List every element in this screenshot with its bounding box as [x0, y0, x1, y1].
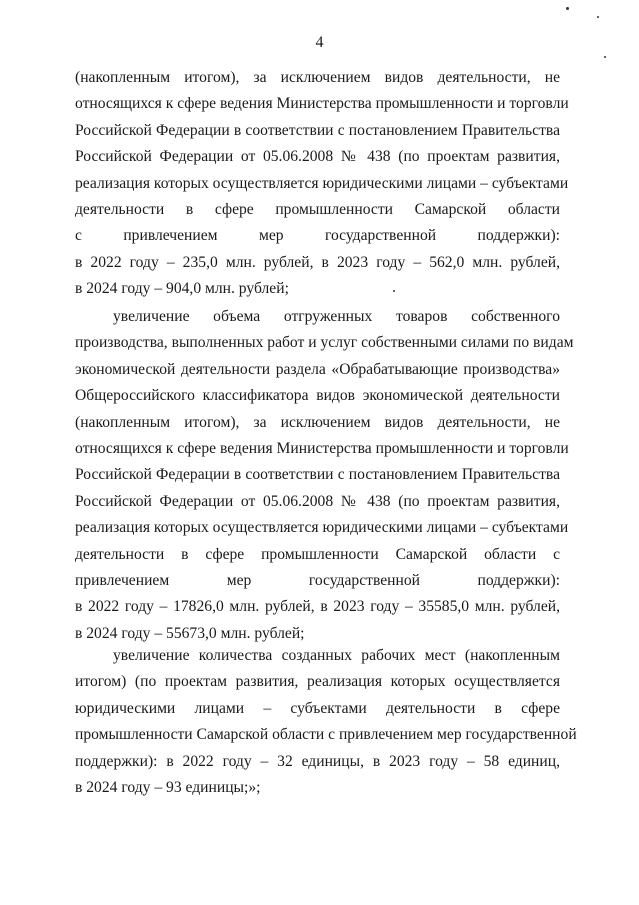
text-line: реализация которых осуществляется юридическими лицами – субъектами	[75, 519, 569, 537]
text-line: Общероссийского классификатора видов экономической деятельности	[75, 387, 560, 405]
text-line: в 2022 году – 235,0 млн. рублей, в 2023 году – 562,0 млн. рублей,	[75, 253, 560, 271]
scan-speck	[566, 7, 569, 10]
text-line: промышленности Самарской области с привлечением мер государственной	[75, 726, 577, 744]
text-line: производства, выполненных работ и услуг собственными силами по видам	[75, 334, 574, 352]
text-line: поддержки): в 2022 году – 32 единицы, в 2023 году – 58 единиц,	[75, 752, 560, 770]
text-line: (накопленным итогом), за исключением видов деятельности, не	[75, 69, 560, 86]
text-line: относящихся к сфере ведения Министерства промышленности и торговли	[75, 95, 569, 113]
text-line: в 2024 году – 93 единицы;»;	[75, 778, 261, 796]
text-line: Российской Федерации от 05.06.2008 № 438 (по проектам развития,	[75, 492, 560, 510]
text-line: деятельности в сфере промышленности Самарской области с	[75, 545, 560, 563]
scan-speck	[393, 290, 395, 292]
text-line: в 2022 году – 17826,0 млн. рублей, в 2023 году – 35585,0 млн. рублей,	[75, 598, 560, 616]
page-number: 4	[315, 34, 324, 51]
text-line: Российской Федерации в соответствии с постановлением Правительства	[75, 121, 560, 139]
paragraph-2	[75, 304, 574, 647]
paragraph-3	[75, 643, 577, 801]
text-line: увеличение количества созданных рабочих мест (накопленным	[113, 647, 560, 664]
text-line: относящихся к сфере ведения Министерства промышленности и торговли	[75, 439, 569, 457]
scan-speck	[604, 56, 606, 58]
text-line: экономической деятельности раздела «Обрабатывающие производства»	[75, 360, 560, 378]
text-line: увеличение объема отгруженных товаров собственного	[113, 308, 560, 325]
text-line: с привлечением мер государственной поддержки):	[75, 227, 560, 245]
text-line: итогом) (по проектам развития, реализация которых осуществляется	[75, 673, 560, 691]
scan-speck	[597, 16, 599, 18]
text-line: Российской Федерации от 05.06.2008 № 438 (по проектам развития,	[75, 148, 560, 166]
text-line: привлечением мер государственной поддержки):	[75, 571, 560, 589]
text-line: (накопленным итогом), за исключением видов деятельности, не	[75, 413, 560, 431]
paragraph-1	[75, 65, 569, 303]
text-line: реализация которых осуществляется юридическими лицами – субъектами	[75, 174, 569, 192]
text-line: Российской Федерации в соответствии с постановлением Правительства	[75, 466, 560, 484]
text-line: юридическими лицами – субъектами деятельности в сфере	[75, 699, 560, 717]
text-line: в 2024 году – 904,0 млн. рублей;	[75, 280, 289, 298]
text-line: деятельности в сфере промышленности Самарской области	[75, 200, 560, 218]
text-line: в 2024 году – 55673,0 млн. рублей;	[75, 624, 305, 642]
